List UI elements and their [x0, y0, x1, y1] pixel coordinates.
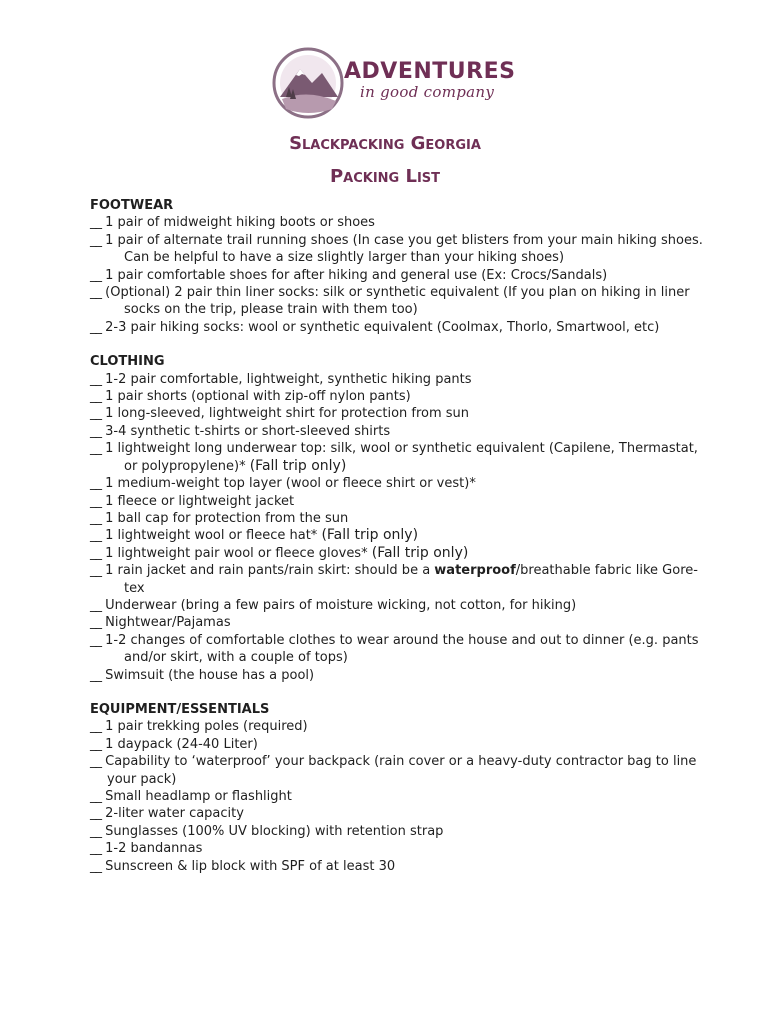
list-item: __ 1 lightweight wool or fleece hat* (Fall trip only) — [90, 527, 419, 544]
list-item: __ 1-2 pair comfortable, lightweight, synthetic hiking pants — [90, 371, 472, 387]
fall-trip-note: (Fall trip only) — [249, 457, 347, 474]
list-item: __ 1 lightweight pair wool or fleece gloves* (Fall trip only) — [90, 544, 469, 561]
section-equipment — [90, 701, 710, 875]
list-item: __ 1 medium-weight top layer (wool or fleece shirt or vest)* — [90, 476, 476, 492]
list-item: __ 1 ball cap for protection from the sun — [90, 510, 349, 526]
list-item: __ 3-4 synthetic t-shirts or short-sleeved shirts — [90, 423, 391, 439]
list-item: __ 1 pair shorts (optional with zip-off nylon pants) — [90, 389, 411, 405]
page-subtitle: Packing List — [329, 166, 441, 187]
logo-wordmark: ADVENTURES — [344, 59, 516, 84]
list-item: __ 1 fleece or lightweight jacket — [90, 493, 295, 509]
list-item: __ 1-2 bandannas — [90, 841, 203, 857]
waterproof-emphasis: waterproof — [434, 563, 516, 579]
list-item: __ Underwear (bring a few pairs of moisture wicking, not cotton, for hiking) — [90, 597, 577, 613]
section-footwear — [90, 197, 710, 336]
list-item: __ 2-3 pair hiking socks: wool or synthetic equivalent (Coolmax, Thorlo, Smartwool, etc) — [90, 319, 660, 335]
list-item: __ 1 pair of midweight hiking boots or shoes — [90, 215, 375, 231]
list-item: __ 1 pair trekking poles (required) — [90, 719, 308, 735]
section-heading: CLOTHING — [90, 354, 165, 370]
list-item: __ 1 rain jacket and rain pants/rain skirt: should be a waterproof/breathable fabric like Gore-tex — [90, 563, 698, 596]
list-item: __ 2-liter water capacity — [90, 806, 244, 822]
mountain-logo-icon — [272, 47, 344, 119]
section-clothing — [90, 353, 710, 684]
list-item: __ 1 pair comfortable shoes for after hiking and general use (Ex: Crocs/Sandals) — [90, 267, 608, 283]
list-item: __ 1 long-sleeved, lightweight shirt for protection from sun — [90, 406, 470, 422]
section-heading: EQUIPMENT/ESSENTIALS — [90, 701, 270, 717]
logo — [272, 47, 516, 119]
page-title: Slackpacking Georgia — [289, 133, 481, 154]
logo-tagline: in good company — [360, 83, 495, 101]
list-item: __ 1 pair of alternate trail running shoes (In case you get blisters from your main hiking shoes. Can be helpful to have a size slightly larger than your hiking shoes) — [90, 232, 703, 266]
fall-trip-note: (Fall trip only) — [371, 544, 469, 561]
packing-list — [90, 197, 710, 875]
list-item: __ Sunscreen & lip block with SPF of at least 30 — [90, 858, 396, 874]
list-item: __ 1 lightweight long underwear top: silk, wool or synthetic equivalent (Capilene, Thermastat, or polypropylene)* (Fall trip only) — [90, 441, 698, 474]
fall-trip-note: (Fall trip only) — [321, 527, 419, 544]
list-item: __ Small headlamp or flashlight — [90, 789, 292, 804]
section-heading: FOOTWEAR — [90, 198, 174, 213]
list-item: __ Nightwear/Pajamas — [90, 615, 231, 631]
list-item: __ 1 daypack (24-40 Liter) — [90, 736, 258, 752]
list-item: __ Swimsuit (the house has a pool) — [90, 667, 315, 683]
list-item: __ 1-2 changes of comfortable clothes to wear around the house and out to dinner (e.g. pants and/or skirt, with a couple of tops) — [90, 632, 699, 666]
list-item: __ Sunglasses (100% UV blocking) with retention strap — [90, 823, 444, 839]
list-item: __ Capability to ‘waterproof’ your backpack (rain cover or a heavy-duty contractor bag to line your pack) — [90, 754, 697, 787]
list-item: __ (Optional) 2 pair thin liner socks: silk or synthetic equivalent (If you plan on hiking in liner socks on the trip, please train with them too) — [90, 285, 690, 318]
